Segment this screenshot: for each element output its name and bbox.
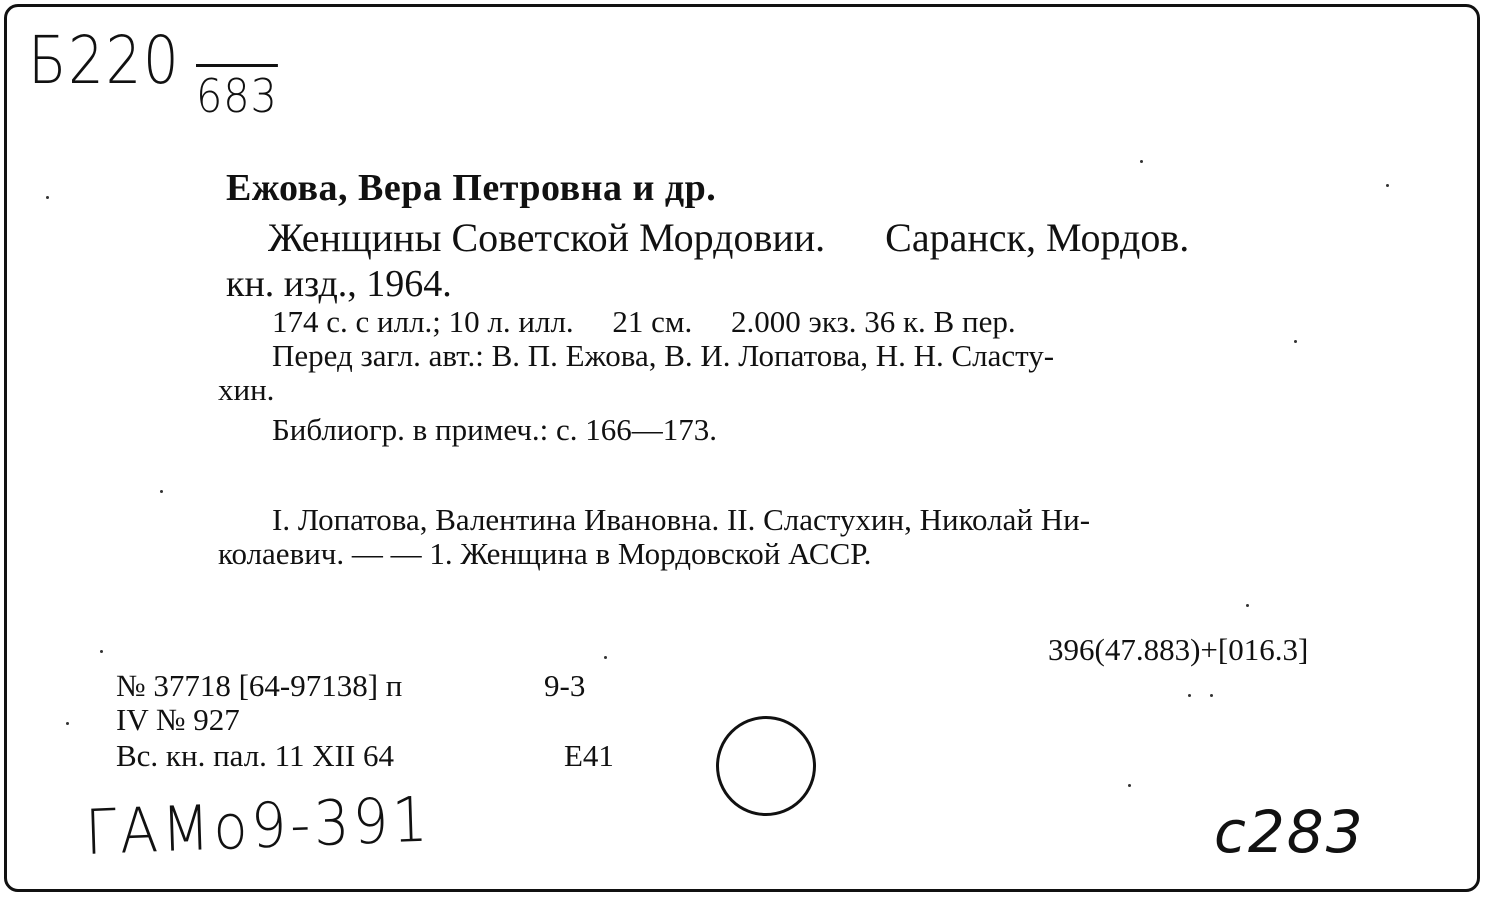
title-line-2: кн. изд., 1964. [226, 263, 452, 305]
speck [46, 196, 49, 199]
accession-line-2: IV № 927 [116, 702, 240, 737]
handwritten-code-left: ГАМо9-391 [84, 782, 433, 869]
speck [1386, 184, 1389, 187]
speck [1210, 694, 1213, 697]
accession-line-3: Вс. кн. пал. 11 XII 64 [116, 738, 395, 773]
title-line-1: Женщины Советской Мордовии. Саранск, Мордов. [268, 215, 1190, 260]
speck [100, 650, 103, 653]
bibliography-note: Библиогр. в примеч.: с. 166—173. [272, 412, 718, 447]
tracing-line-1: I. Лопатова, Валентина Ивановна. II. Сластухин, Николай Ни- [272, 502, 1091, 537]
handwritten-code-right: с283 [1214, 798, 1365, 866]
author-note-line-1: Перед загл. авт.: В. П. Ежова, В. И. Лопатова, Н. Н. Сласту- [272, 338, 1055, 373]
speck [1188, 694, 1191, 697]
accession-line-1-code: 9-3 [544, 668, 586, 703]
accession-line-1: № 37718 [64-97138] п [116, 668, 403, 703]
speck [1140, 160, 1143, 163]
collation-line: 174 с. с илл.; 10 л. илл. 21 см. 2.000 экз. 36 к. В пер. [272, 304, 1016, 339]
classification-number: 396(47.883)+[016.3] [1048, 632, 1309, 667]
author-note-line-2: хин. [218, 372, 275, 407]
card-punch-hole [716, 716, 816, 816]
author-heading: Ежова, Вера Петровна и др. [226, 167, 717, 209]
shelfmark-sub: 683 [196, 64, 278, 123]
accession-line-3-code: Е41 [564, 738, 614, 773]
speck [66, 722, 69, 725]
speck [160, 490, 163, 493]
speck [1246, 604, 1249, 607]
shelfmark-main: Б220 [28, 22, 181, 99]
speck [1294, 340, 1297, 343]
tracing-line-2: колаевич. — — 1. Женщина в Мордовской АССР. [218, 536, 872, 571]
speck [1128, 784, 1131, 787]
speck [604, 656, 607, 659]
